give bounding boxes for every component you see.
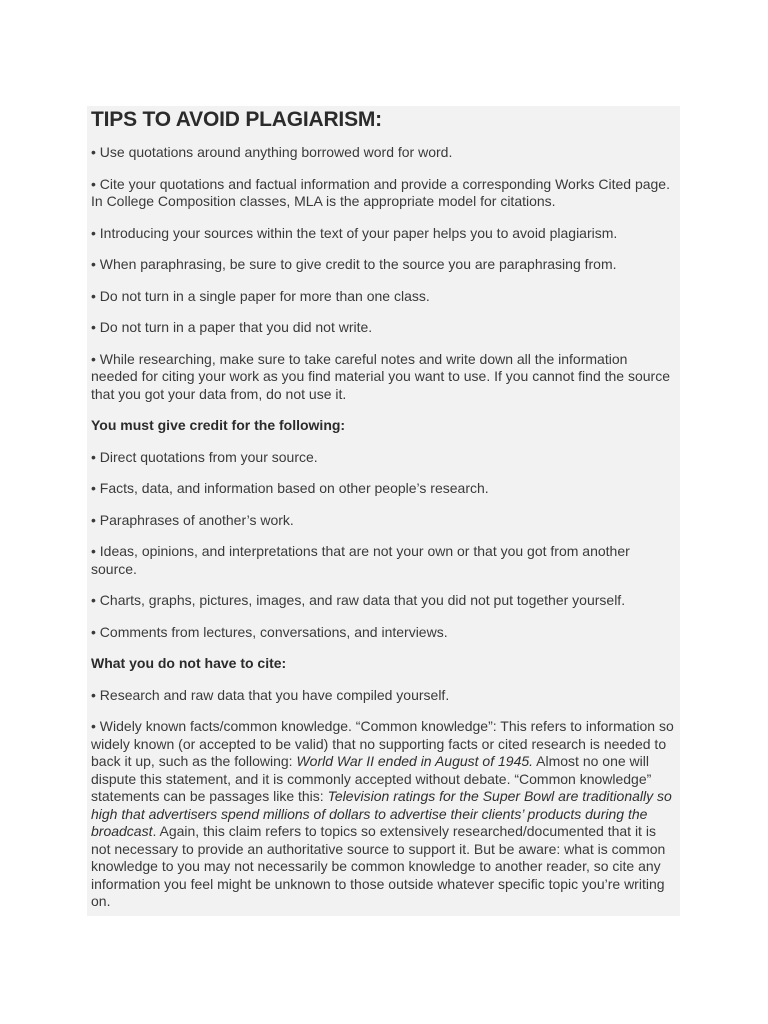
common-knowledge-text: . Again, this claim refers to topics so extensively researched/documented that it is not necessary to provide an authoritative source to support it. But be aware: what is common knowledge to you may not necessarily be common knowledge to another reader, so cite any information you feel might be unknown to those outside whatever specific topic you’re writing on. [91,823,666,909]
credit-item: • Charts, graphs, pictures, images, and raw data that you did not put together yourself. [91,592,626,608]
credit-item: • Facts, data, and information based on other people’s research. [91,480,489,496]
credit-item: • Ideas, opinions, and interpretations that are not your own or that you got from another source. [91,543,630,577]
example-italic-super-bowl: Television ratings for the Super Bowl are traditionally so high that advertisers spend millions of dollars to advertise their clients’ products during the broadcast [91,788,672,839]
page-title: TIPS TO AVOID PLAGIARISM: [91,108,382,131]
no-cite-item: • Research and raw data that you have compiled yourself. [91,686,450,703]
example-italic-ww2: World War II ended in August of 1945. [296,753,534,769]
document-content [91,108,677,925]
credit-item: • Comments from lectures, conversations, and interviews. [91,623,448,640]
tip-item: • Cite your quotations and factual information and provide a corresponding Works Cited page. In College Composition classes, MLA is the appropriate model for citations. [91,175,670,209]
tip-item: • Use quotations around anything borrowed word for word. [91,144,453,160]
tip-item: • While researching, make sure to take careful notes and write down all the information needed for citing your work as you find material you want to use. If you cannot find the source that you got your data from, do not use it. [91,350,670,402]
credit-item: • Direct quotations from your source. [91,448,318,465]
credit-item: • Paraphrases of another’s work. [91,511,294,528]
common-knowledge-text: Almost no one will dispute this statement, and it is commonly accepted without debate. “Common knowledge” statements can be passages like this: [91,753,652,804]
common-knowledge-text: • Widely known facts/common knowledge. “Common knowledge”: This refers to information so widely known (or accepted to be valid) that no supporting facts or cited research is needed to back it up, such as the following: [91,718,674,769]
tip-item: • Do not turn in a paper that you did not write. [91,319,373,335]
no-cite-heading: What you do not have to cite: [91,655,287,671]
credit-heading: You must give credit for the following: [91,417,346,433]
common-knowledge-paragraph [91,718,677,911]
tip-item: • When paraphrasing, be sure to give credit to the source you are paraphrasing from. [91,256,617,272]
tip-item: • Do not turn in a single paper for more than one class. [91,287,430,304]
tip-item: • Introducing your sources within the text of your paper helps you to avoid plagiarism. [91,224,618,241]
